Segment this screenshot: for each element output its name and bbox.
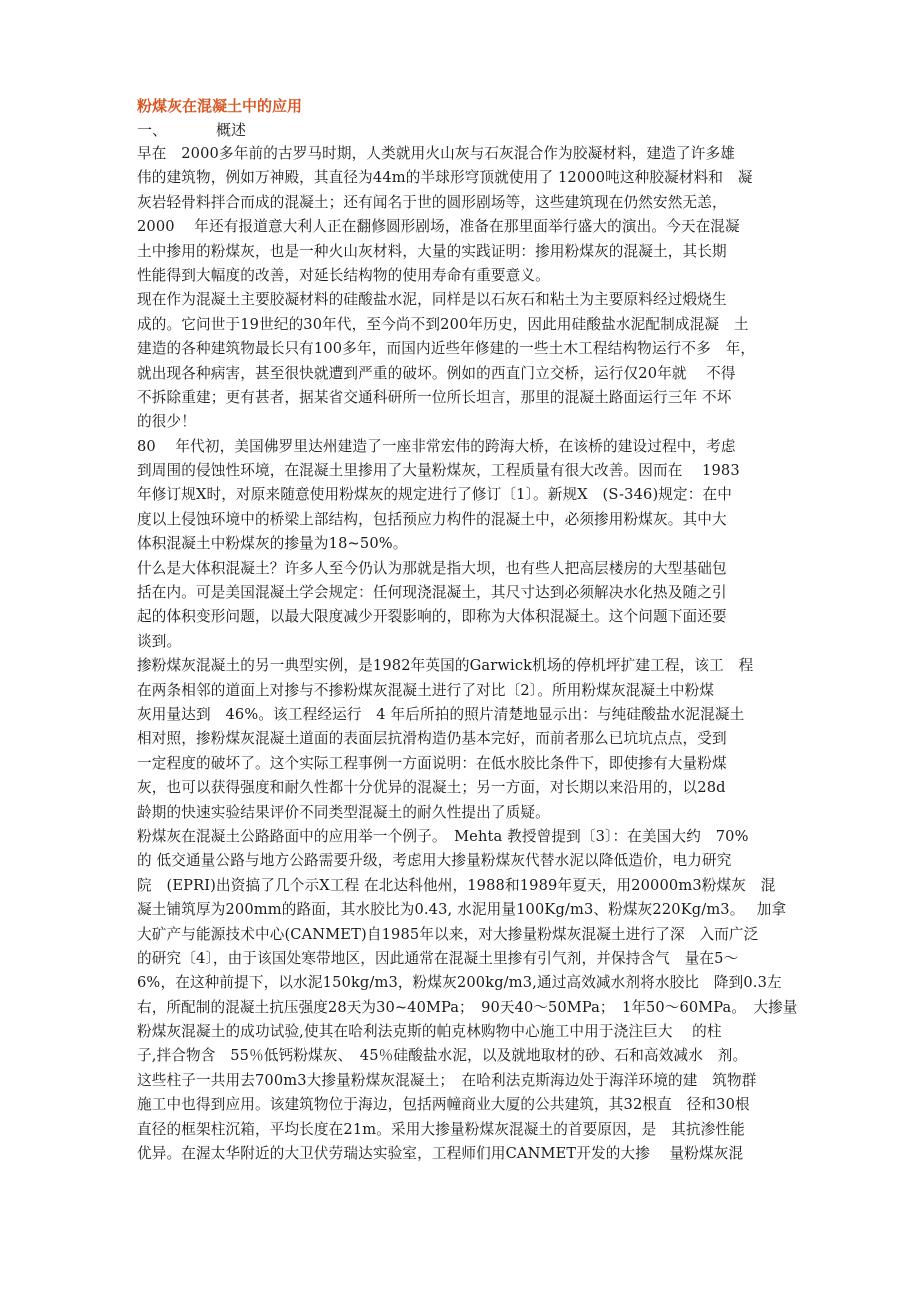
body-text: [137, 142, 797, 1166]
text-line: 年修订规X时，对原来随意使用粉煤灰的规定进行了修订〔1〕。新规X (S-346)规定：在中: [137, 486, 733, 504]
text-line: 伟的建筑物，例如万神殿，其直径为44m的半球形穹顶就使用了 12000吨这种胶凝材料和 凝: [137, 169, 753, 187]
text-line: 大矿产与能源技术中心(CANMET)自1985年以来，对大掺量粉煤灰混凝土进行了深 入而广泛: [137, 925, 759, 943]
text-line: 一定程度的破坏了。这个实际工程事例一方面说明：在低水胶比条件下，即使掺有大量粉煤: [137, 754, 727, 772]
text-line: 直径的框架柱沉箱，平均长度在21m。采用大掺量粉煤灰混凝土的首要原因，是 其抗渗性能: [137, 1120, 745, 1138]
text-line: 凝土铺筑厚为200mm的路面，其水胶比为0.43, 水泥用量100Kg/m3、粉煤灰220Kg/m3。 加拿: [137, 901, 787, 919]
text-line: 右，所配制的混凝土抗压强度28天为30~40MPa； 90天40～50MPa； 1年50～60MPa。 大掺量: [137, 998, 798, 1016]
text-line: 灰，也可以获得强度和耐久性都十分优异的混凝土；另一方面，对长期以来沿用的，以28d: [137, 779, 726, 797]
text-line: 施工中也得到应用。该建筑物位于海边，包括两幢商业大厦的公共建筑，其32根直 径和30根: [137, 1096, 750, 1114]
text-line: 什么是大体积混凝土？许多人至今仍认为那就是指大坝，也有些人把高层楼房的大型基础包: [137, 559, 727, 577]
text-line: 谈到。: [137, 632, 182, 650]
text-line: 就出现各种病害，甚至很快就遭到严重的破坏。例如的西直门立交桥，运行仅20年就 不得: [137, 364, 736, 382]
document-page: [137, 94, 797, 1166]
text-line: 在两条相邻的道面上对掺与不掺粉煤灰混凝土进行了对比〔2〕。所用粉煤灰混凝土中粉煤: [137, 681, 715, 699]
document-title: 粉煤灰在混凝土中的应用: [137, 97, 303, 115]
section-number: 一、: [137, 121, 168, 139]
paragraph: [137, 825, 797, 1166]
text-line: 80 年代初，美国佛罗里达州建造了一座非常宏伟的跨海大桥，在该桥的建设过程中，考虑: [137, 437, 736, 455]
text-line: 的 低交通量公路与地方公路需要升级，考虑用大掺量粉煤灰代替水泥以降低造价，电力研究: [137, 852, 732, 870]
text-line: 度以上侵蚀环境中的桥梁上部结构，包括预应力构件的混凝土中，必须掺用粉煤灰。其中大: [137, 510, 727, 528]
text-line: 6%，在这种前提下，以水泥150kg/m3，粉煤灰200kg/m3,通过高效减水剂将水胶比 降到0.3左: [137, 974, 782, 992]
text-line: 龄期的快速实验结果评价不同类型混凝土的耐久性提出了质疑。: [137, 803, 550, 821]
paragraph: [137, 435, 797, 557]
text-line: 粉煤灰混凝土的成功试验,使其在哈利法克斯的帕克林购物中心施工中用于浇注巨大 的柱: [137, 1023, 722, 1041]
text-line: 2000 年还有报道意大利人正在翻修圆形剧场，准备在那里面举行盛大的演出。今天在混凝: [137, 218, 740, 236]
text-line: 到周围的侵蚀性环境，在混凝土里掺用了大量粉煤灰，工程质量有很大改善。因而在 1983: [137, 462, 740, 480]
text-line: 这些柱子一共用去700m3大掺量粉煤灰混凝土； 在哈利法克斯海边处于海洋环境的建 筑物群: [137, 1071, 757, 1089]
text-line: 掺粉煤灰混凝土的另一典型实例，是1982年英国的Garwick机场的停机坪扩建工程，该工 程: [137, 657, 754, 675]
text-line: 括在内。可是美国混凝土学会规定：任何现浇混凝土，其尺寸达到必须解决水化热及随之引: [137, 584, 727, 602]
paragraph: [137, 557, 797, 655]
text-line: 性能得到大幅度的改善，对延长结构物的使用寿命有重要意义。: [137, 266, 550, 284]
paragraph: [137, 142, 797, 288]
text-line: 成的。它问世于19世纪的30年代，至今尚不到200年历史，因此用硅酸盐水泥配制成混凝 土: [137, 315, 749, 333]
text-line: 起的体积变形问题，以最大限度减少开裂影响的，即称为大体积混凝土。这个问题下面还要: [137, 608, 727, 626]
text-line: 的很少！: [137, 413, 196, 431]
text-line: 土中掺用的粉煤灰，也是一种火山灰材料，大量的实践证明：掺用粉煤灰的混凝土，其长期: [137, 242, 727, 260]
text-line: 粉煤灰在混凝土公路路面中的应用举一个例子。 Mehta 教授曾提到〔3〕：在美国大约 70%: [137, 827, 749, 845]
text-line: 优异。在渥太华附近的大卫伏劳瑞达实验室，工程师们用CANMET开发的大掺 量粉煤灰混: [137, 1145, 744, 1163]
section-heading: [137, 118, 797, 142]
text-line: 相对照，掺粉煤灰混凝土道面的表面层抗滑构造仍基本完好，而前者那么已坑坑点点，受到: [137, 730, 727, 748]
text-line: 子,拌合物含 55％低钙粉煤灰、 45％硅酸盐水泥，以及就地取材的砂、石和高效减水 剂。: [137, 1047, 748, 1065]
text-line: 现在作为混凝土主要胶凝材料的硅酸盐水泥，同样是以石灰石和粘土为主要原料经过煅烧生: [137, 291, 727, 309]
text-line: 的研究〔4〕，由于该国处寒带地区，因此通常在混凝土里掺有引气剂，并保持含气 量在5～: [137, 949, 739, 967]
paragraph: [137, 654, 797, 825]
text-line: 院 (EPRI)出资搞了几个示X工程 在北达科他州，1988和1989年夏天，用20000m3粉煤灰 混: [137, 876, 776, 894]
text-line: 体积混凝土中粉煤灰的掺量为18~50%。: [137, 535, 408, 553]
text-line: 早在 2000多年前的古罗马时期，人类就用火山灰与石灰混合作为胶凝材料，建造了许多雄: [137, 145, 736, 162]
paragraph: [137, 288, 797, 434]
text-line: 灰用量达到 46%。该工程经运行 4 年后所拍的照片清楚地显示出：与纯硅酸盐水泥混凝土: [137, 705, 745, 723]
text-line: 建造的各种建筑物最长只有100多年，而国内近些年修建的一些土木工程结构物运行不多 年，: [137, 340, 756, 358]
text-line: 灰岩轻骨料拌合而成的混凝土；还有闻名于世的圆形剧场等，这些建筑现在仍然安然无恙，: [137, 193, 727, 211]
section-title: 概述: [216, 121, 247, 139]
text-line: 不拆除重建；更有甚者，据某省交通科研所一位所长坦言，那里的混凝土路面运行三年 不坏: [137, 388, 732, 406]
